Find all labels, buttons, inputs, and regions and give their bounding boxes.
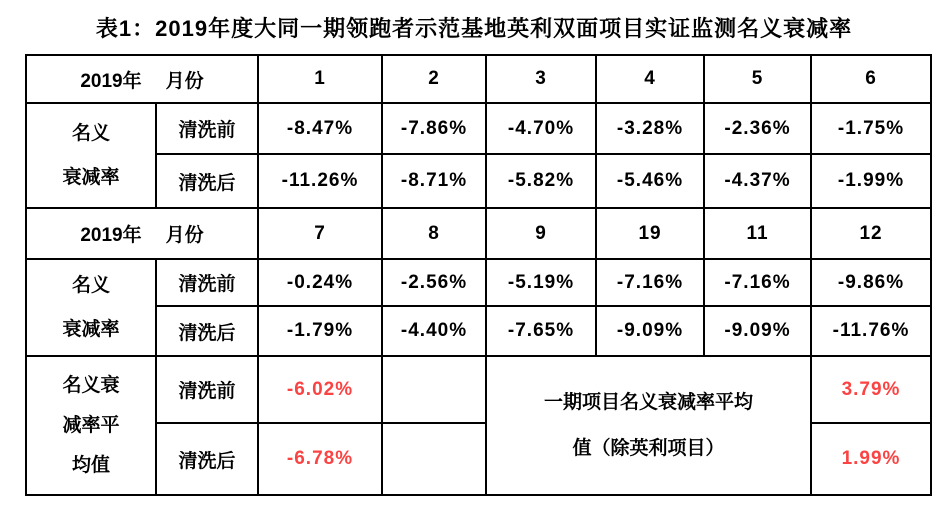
row-group-label-nominal-1: 名义 衰减率 (26, 103, 156, 208)
value-cell: -5.19% (486, 259, 596, 306)
overall-before-value: 3.79% (811, 356, 931, 423)
value-cell: -11.76% (811, 306, 931, 356)
value-cell: -7.16% (596, 259, 704, 306)
value-cell: -1.99% (811, 154, 931, 208)
month-header-cell: 9 (486, 208, 596, 259)
average-after-value: -6.78% (258, 423, 382, 495)
month-header-cell: 19 (596, 208, 704, 259)
row-group-label-nominal-2: 名义 衰减率 (26, 259, 156, 356)
table-row-before-2 (26, 259, 931, 306)
empty-cell (382, 356, 486, 423)
value-cell: -11.26% (258, 154, 382, 208)
value-cell: -2.36% (704, 103, 811, 154)
month-header-cell: 2 (382, 55, 486, 103)
month-header-cell: 8 (382, 208, 486, 259)
table-row-after-1 (26, 154, 931, 208)
table-title: 表1：2019年度大同一期领跑者示范基地英利双面项目实证监测名义衰减率 (95, 16, 853, 41)
value-cell: -8.71% (382, 154, 486, 208)
month-header-cell: 11 (704, 208, 811, 259)
value-cell: -2.56% (382, 259, 486, 306)
before-cleaning-label: 清洗前 (156, 103, 258, 154)
after-cleaning-label: 清洗后 (156, 154, 258, 208)
year-label: 2019年 (80, 70, 142, 92)
value-cell: -9.09% (704, 306, 811, 356)
table-row-before-1 (26, 103, 931, 154)
month-header-cell: 4 (596, 55, 704, 103)
after-cleaning-label: 清洗后 (156, 423, 258, 495)
month-header-cell: 6 (811, 55, 931, 103)
month-header-row-1 (26, 55, 931, 103)
month-header-cell: 3 (486, 55, 596, 103)
degradation-rate-table (25, 54, 932, 496)
before-cleaning-label: 清洗前 (156, 356, 258, 423)
value-cell: -3.28% (596, 103, 704, 154)
value-cell: -1.79% (258, 306, 382, 356)
value-cell: -0.24% (258, 259, 382, 306)
value-cell: -5.82% (486, 154, 596, 208)
month-header-label-1 (26, 55, 258, 103)
year-label: 2019年 (80, 225, 142, 246)
average-before-value: -6.02% (258, 356, 382, 423)
month-header-label-2 (26, 208, 258, 259)
value-cell: -7.16% (704, 259, 811, 306)
value-cell: -1.75% (811, 103, 931, 154)
value-cell: -8.47% (258, 103, 382, 154)
month-header-cell: 5 (704, 55, 811, 103)
month-header-cell: 1 (258, 55, 382, 103)
month-word-label: 月份 (165, 70, 204, 92)
value-cell: -4.70% (486, 103, 596, 154)
before-cleaning-label: 清洗前 (156, 259, 258, 306)
summary-row-before (26, 356, 931, 423)
row-group-label-average: 名义衰 减率平 均值 (26, 356, 156, 495)
overall-after-value: 1.99% (811, 423, 931, 495)
month-header-cell: 12 (811, 208, 931, 259)
value-cell: -5.46% (596, 154, 704, 208)
value-cell: -9.09% (596, 306, 704, 356)
month-header-cell: 7 (258, 208, 382, 259)
value-cell: -7.65% (486, 306, 596, 356)
table-row-after-2 (26, 306, 931, 356)
empty-cell (382, 423, 486, 495)
month-header-row-2 (26, 208, 931, 259)
value-cell: -4.40% (382, 306, 486, 356)
month-word-label: 月份 (165, 225, 204, 246)
value-cell: -9.86% (811, 259, 931, 306)
value-cell: -4.37% (704, 154, 811, 208)
phase1-average-note: 一期项目名义衰减率平均 值（除英利项目） (486, 356, 811, 495)
value-cell: -7.86% (382, 103, 486, 154)
after-cleaning-label: 清洗后 (156, 306, 258, 356)
